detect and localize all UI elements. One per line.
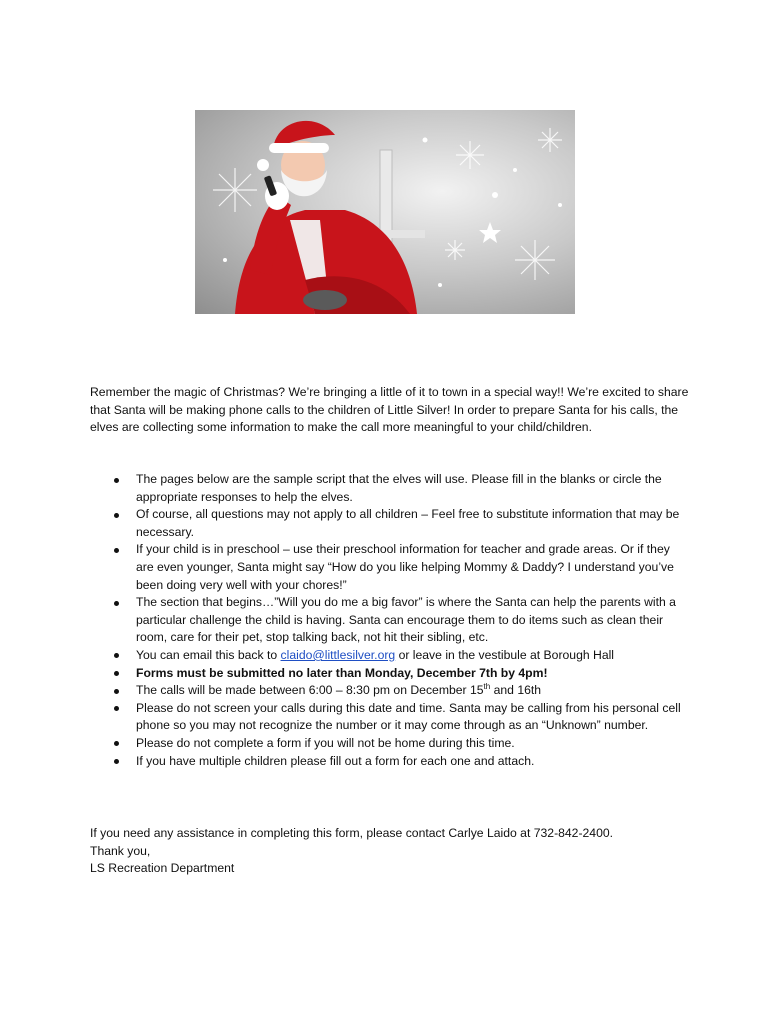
- instructions-list: [90, 471, 690, 770]
- list-item: If your child is in preschool – use their preschool information for teacher and grade areas. Or if they are even younger, Santa might say “How do you like helping Mommy & Daddy? I understand you’ve been doing very well with your chores!”: [90, 541, 690, 594]
- list-item: The section that begins…”Will you do me a big favor” is where the Santa can help the parents with a particular challenge the child is having. Santa can encourage them to do items such as clean their room, care for their pet, stop talking back, not hit their sibling, etc.: [90, 594, 690, 647]
- intro-paragraph: Remember the magic of Christmas? We’re bringing a little of it to town in a special way!! We’re excited to share that Santa will be making phone calls to the children of Little Silver! In order to prepare Santa for his calls, the elves are collecting some information to make the call more meaningful to your child/children.: [90, 385, 689, 435]
- list-item: If you have multiple children please fill out a form for each one and attach.: [90, 753, 690, 771]
- signature: LS Recreation Department: [90, 861, 235, 876]
- list-item: Of course, all questions may not apply to all children – Feel free to substitute information that may be necessary.: [90, 506, 690, 541]
- email-link[interactable]: claido@littlesilver.org: [280, 647, 396, 662]
- assistance-line: If you need any assistance in completing this form, please contact Carlye Laido at 732-842-2400.: [90, 826, 614, 840]
- list-item: Please do not complete a form if you will not be home during this time.: [90, 735, 690, 753]
- closing-section: [90, 825, 690, 878]
- list-item: The pages below are the sample script that the elves will use. Please fill in the blanks or circle the appropriate responses to help the elves.: [90, 471, 690, 506]
- santa-on-phone-illustration: [195, 110, 575, 314]
- santa-photo: [195, 110, 575, 314]
- list-item-deadline: Forms must be submitted no later than Monday, December 7th by 4pm!: [90, 665, 690, 683]
- list-item: You can email this back to claido@littlesilver.org or leave in the vestibule at Borough Hall: [90, 647, 690, 665]
- thanks-line: Thank you,: [90, 843, 151, 858]
- list-item: The calls will be made between 6:00 – 8:30 pm on December 15th and 16th: [90, 682, 690, 700]
- list-item: Please do not screen your calls during this date and time. Santa may be calling from his personal cell phone so you may not recognize the number or it may come through as an “Unknown” number.: [90, 700, 690, 735]
